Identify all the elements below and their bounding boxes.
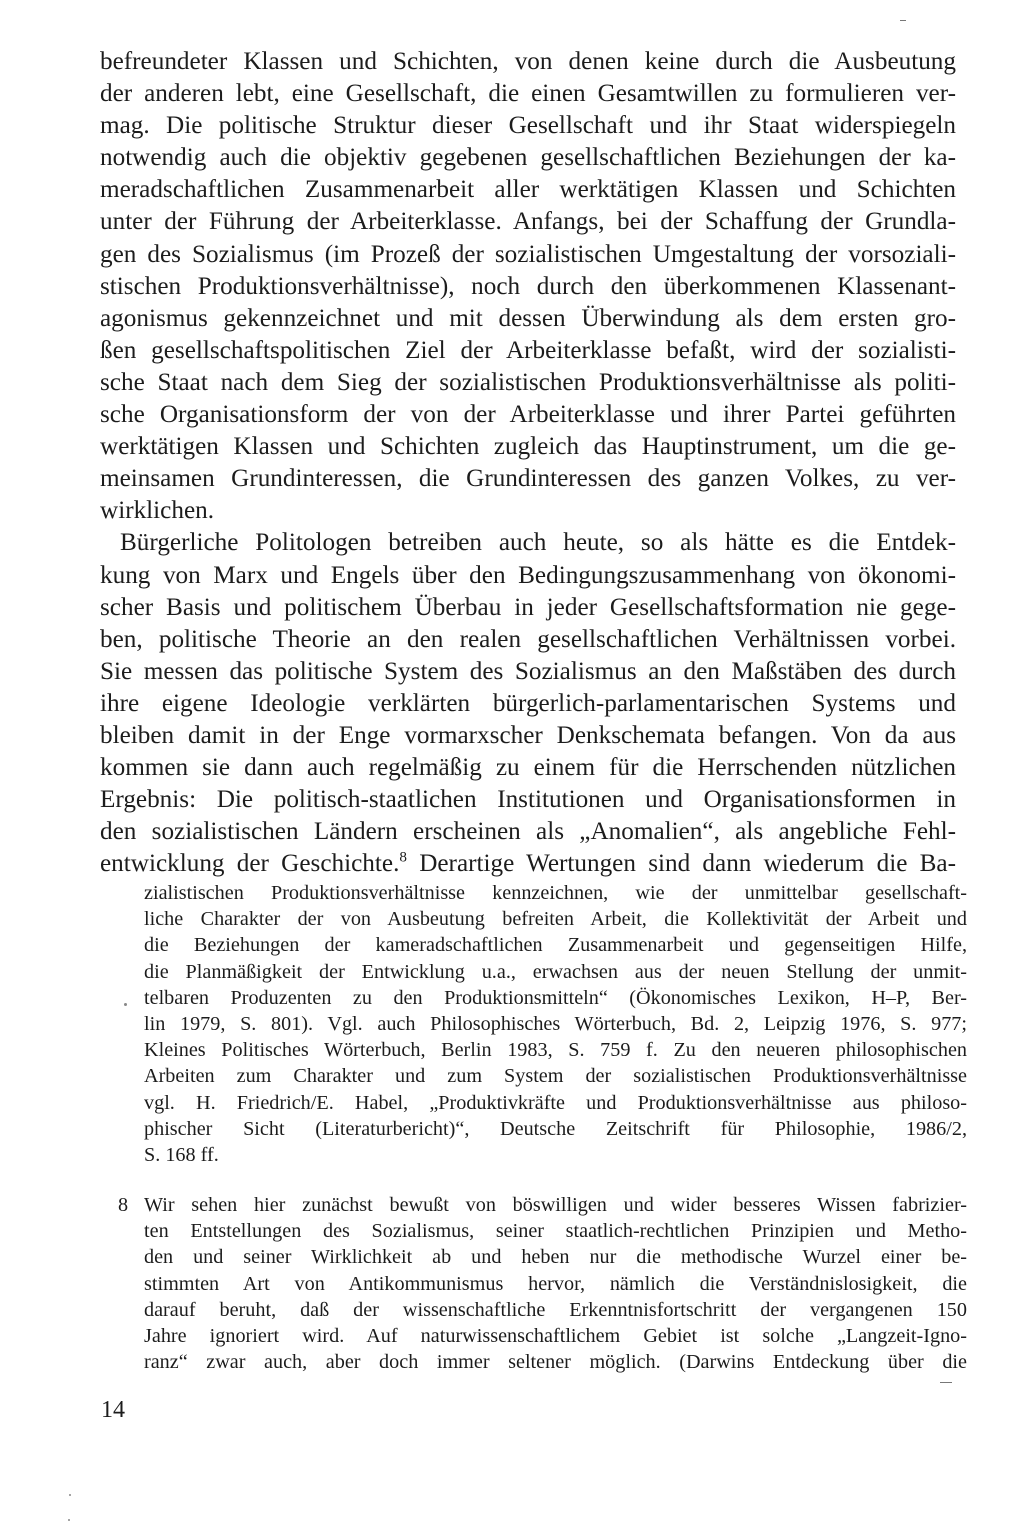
footnote-8 [144, 1192, 967, 1375]
text-line: kung von Marx und Engels über den Bedingungszusammenhang von ökonomi- [100, 561, 956, 589]
main-text [100, 46, 956, 880]
footnote-line: zialistischen Produktionsverhältnisse kennzeichnen, wie der unmittelbar gesellschaft- [144, 882, 967, 904]
text-line: ßen gesellschaftspolitischen Ziel der Arbeiterklasse befaßt, wird der sozialisti- [100, 336, 956, 364]
text-line: notwendig auch die objektiv gegebenen gesellschaftlichen Beziehungen der ka- [100, 144, 956, 172]
footnote-line: phischer Sicht (Literaturbericht)“, Deutsche Zeitschrift für Philosophie, 1986/2, [144, 1117, 967, 1140]
scan-speck [68, 1519, 70, 1521]
footnote-line: Jahre ignoriert wird. Auf naturwissenschaftlichem Gebiet ist solche „Langzeit-Igno- [144, 1324, 967, 1347]
footnote-line: vgl. H. Friedrich/E. Habel, „Produktivkräfte und Produktionsverhältnisse aus philoso- [144, 1091, 967, 1114]
text-line: agonismus gekennzeichnet und mit dessen Überwindung als dem ersten gro- [100, 304, 956, 332]
scan-speck [124, 1003, 127, 1006]
text-line: der anderen lebt, eine Gesellschaft, die einen Gesamtwillen zu formulieren ver- [100, 80, 956, 108]
footnote-line: die Beziehungen der kameradschaftlichen Zusammenarbeit und gegenseitigen Hilfe, [144, 934, 967, 957]
text-line: bleiben damit in der Enge vormarxscher Denkschemata befangen. Von da aus [100, 721, 956, 749]
footnote-number-8: 8 [118, 1194, 129, 1216]
footnote-line: ten Entstellungen des Sozialismus, seiner staatlich-rechtlichen Prinzipien und Metho- [144, 1220, 967, 1243]
text-line: den sozialistischen Ländern erscheinen als „Anomalien“, als angebliche Fehl- [100, 818, 956, 846]
text-line-with-footnote-ref [100, 848, 956, 880]
text-line: ihre eigene Ideologie verklärten bürgerlich-parlamentarischen Systems und [100, 689, 956, 717]
text-line: unter der Führung der Arbeiterklasse. Anfangs, bei der Schaffung der Grundla- [100, 208, 956, 236]
text-line: ben, politische Theorie an den realen gesellschaftlichen Verhältnissen vorbei. [100, 625, 956, 653]
text-line: sche Staat nach dem Sieg der sozialistischen Produktionsverhältnisse als politi- [100, 368, 956, 396]
text-line: kommen sie dann auch regelmäßig zu einem für die Herrschenden nützlichen [100, 754, 956, 782]
text-segment: entwicklung der Geschichte. [100, 850, 400, 878]
text-line: wirklichen. [100, 497, 215, 525]
text-line: mag. Die politische Struktur dieser Gesellschaft und ihr Staat widerspiegeln [100, 112, 956, 140]
footnote-line: die Planmäßigkeit der Entwicklung u.a., erwachsen aus der neuen Stellung der unmit- [144, 960, 967, 983]
footnote-line: S. 168 ff. [144, 1143, 219, 1166]
footnote-line: Arbeiten zum Charakter und zum System der sozialistischen Produktionsverhältnisse [144, 1065, 967, 1088]
text-line: meradschaftlichen Zusammenarbeit aller werktätigen Klassen und Schichten [100, 176, 956, 204]
text-line: scher Basis und politischem Überbau in jeder Gesellschaftsformation nie gege- [100, 593, 956, 621]
footnote-line: Wir sehen hier zunächst bewußt von böswilligen und wider besseres Wissen fabrizier- [144, 1194, 967, 1216]
text-segment: Derartige Wertungen sind dann wiederum die Ba- [406, 850, 956, 878]
text-line: Sie messen das politische System des Sozialismus an den Maßstäben des durch [100, 657, 956, 685]
paragraph-start-line: Bürgerliche Politologen betreiben auch heute, so als hätte es die Entdek- [120, 529, 956, 557]
scan-speck [940, 1382, 952, 1383]
text-line: werktätigen Klassen und Schichten zugleich das Hauptinstrument, um die ge- [100, 433, 956, 461]
page-number: 14 [101, 1397, 125, 1423]
text-line: stischen Produktionsverhältnisse), noch durch den überkommenen Klassenant- [100, 272, 956, 300]
text-line: meinsamen Grundinteressen, die Grundinteressen des ganzen Volkes, zu ver- [100, 465, 956, 493]
footnote-line: darauf beruht, daß der wissenschaftliche Erkenntnisfortschritt der vergangenen 150 [144, 1298, 967, 1321]
footnote-line: telbaren Produzenten zu den Produktionsmitteln“ (Ökonomisches Lexikon, H–P, Ber- [144, 986, 967, 1009]
footnote-line: den und seiner Wirklichkeit ab und heben nur die methodische Wurzel einer be- [144, 1246, 967, 1269]
footnote-ref-8[interactable]: 8 [399, 849, 407, 866]
footnote-continued [144, 880, 967, 1168]
text-line: sche Organisationsform der von der Arbeiterklasse und ihrer Partei geführten [100, 401, 956, 429]
scan-speck [900, 20, 906, 21]
footnote-line: ranz“ zwar auch, aber doch immer seltener möglich. (Darwins Entdeckung über die [144, 1351, 967, 1374]
text-line: Ergebnis: Die politisch-staatlichen Institutionen und Organisationsformen in [100, 786, 956, 814]
footnote-line: Kleines Politisches Wörterbuch, Berlin 1983, S. 759 f. Zu den neueren philosophischen [144, 1039, 967, 1062]
scan-speck [69, 1494, 71, 1496]
footnote-line: lin 1979, S. 801). Vgl. auch Philosophisches Wörterbuch, Bd. 2, Leipzig 1976, S. 977; [144, 1012, 967, 1035]
footnote-line: liche Charakter der von Ausbeutung befreiten Arbeit, die Kollektivität der Arbeit und [144, 908, 967, 931]
text-line: gen des Sozialismus (im Prozeß der sozialistischen Umgestaltung der vorsoziali- [100, 240, 956, 268]
footnote-line: stimmten Art von Antikommunismus hervor, nämlich die Verständnislosigkeit, die [144, 1272, 967, 1295]
text-line: befreundeter Klassen und Schichten, von denen keine durch die Ausbeutung [100, 48, 956, 75]
